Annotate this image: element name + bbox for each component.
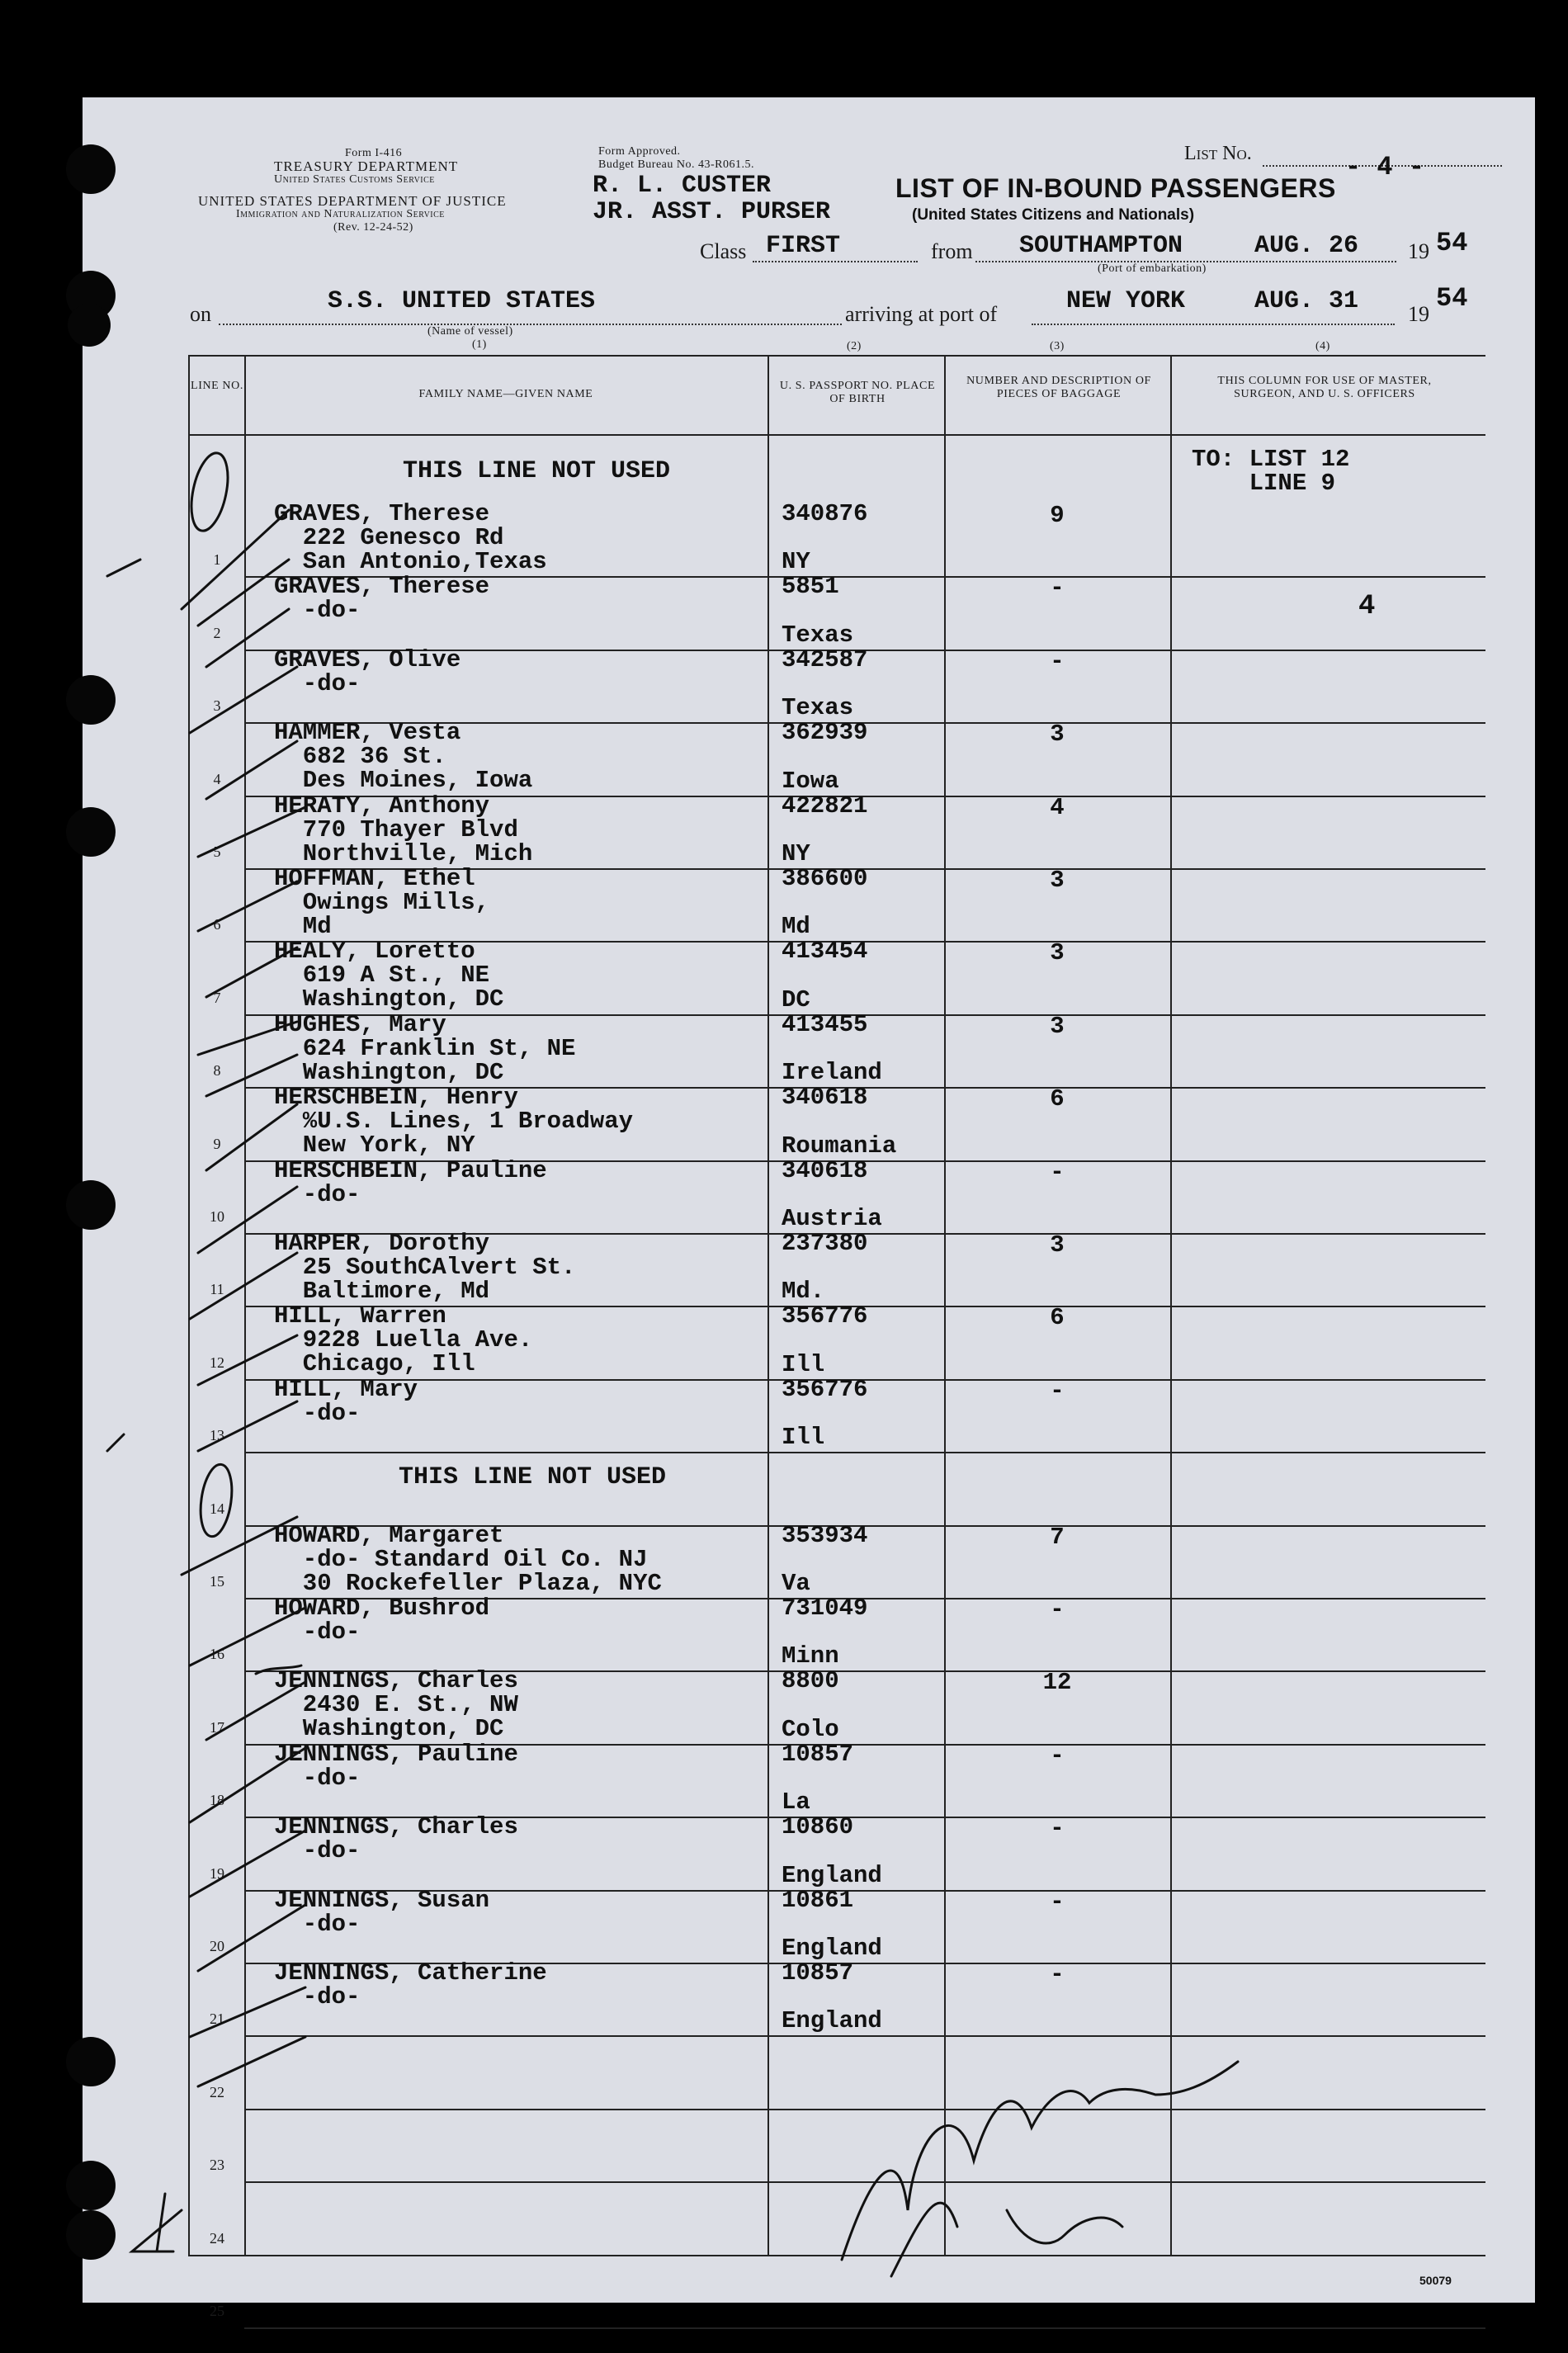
place-of-birth: Austria xyxy=(782,1205,882,1232)
place-of-birth: NY xyxy=(782,548,810,575)
budget-bureau-number: Budget Bureau No. 43-R061.5. xyxy=(598,158,754,171)
baggage-count: 3 xyxy=(1050,1231,1065,1259)
passenger-name-address: GRAVES, Therese 222 Genesco Rd San Antonio,Texas xyxy=(274,500,547,575)
embarkation-date: AUG. 26 xyxy=(1254,232,1359,260)
row-divider xyxy=(244,2035,1485,2037)
punch-hole xyxy=(66,2161,116,2210)
punch-hole xyxy=(66,807,116,857)
arrival-port: NEW YORK xyxy=(1066,287,1186,315)
passport-number: 340618 xyxy=(782,1157,868,1184)
officer-note: TO: LIST 12 LINE 9 xyxy=(1192,446,1350,497)
baggage-count: 3 xyxy=(1050,1013,1065,1040)
col-header-baggage: NUMBER AND DESCRIPTION OF PIECES OF BAGGAGE xyxy=(966,375,1151,400)
passenger-name-address: HOWARD, Bushrod -do- xyxy=(274,1595,490,1646)
arrival-date: AUG. 31 xyxy=(1254,287,1359,315)
passenger-name-address: HEALY, Loretto 619 A St., NE Washington, DC xyxy=(274,938,504,1013)
punch-hole xyxy=(66,2037,116,2086)
from-label: from xyxy=(931,239,973,263)
class-label: Class xyxy=(700,239,747,263)
passenger-name-address: HILL, Warren 9228 Luella Ave. Chicago, Ill xyxy=(274,1302,533,1377)
passport-number: 386600 xyxy=(782,865,868,892)
place-of-birth: NY xyxy=(782,840,810,867)
embarkation-year-prefix: 19 xyxy=(1408,239,1429,263)
place-of-birth: Md xyxy=(782,913,810,940)
row-divider xyxy=(244,2109,1485,2110)
class-value: FIRST xyxy=(766,232,841,260)
place-of-birth: Texas xyxy=(782,621,854,649)
port-of-embarkation: SOUTHAMPTON xyxy=(1019,232,1183,260)
baggage-count: - xyxy=(1050,1159,1065,1186)
baggage-count: 3 xyxy=(1050,939,1065,966)
form-approved: Form Approved. xyxy=(598,145,681,158)
passport-number: 5851 xyxy=(782,573,839,600)
passport-number: 413454 xyxy=(782,938,868,965)
vessel-name: S.S. UNITED STATES xyxy=(328,287,596,315)
immigration-service: Immigration and Naturalization Service xyxy=(236,208,445,220)
baggage-count: - xyxy=(1050,1377,1065,1405)
line-number: 18 xyxy=(210,1792,224,1808)
punch-hole xyxy=(66,2210,116,2260)
place-of-birth: Minn xyxy=(782,1642,839,1670)
list-no-label: List No. xyxy=(1184,143,1252,164)
passenger-name-address: HARPER, Dorothy 25 SouthCAlvert St. Baltimore, Md xyxy=(274,1230,576,1305)
place-of-birth: Ill xyxy=(782,1424,825,1451)
arriving-label: arriving at port of xyxy=(845,302,998,326)
col-number-4: (4) xyxy=(1315,340,1330,352)
baggage-count: - xyxy=(1050,1961,1065,1988)
line-number: 15 xyxy=(210,1573,224,1590)
baggage-count: - xyxy=(1050,1815,1065,1842)
baggage-count: 7 xyxy=(1050,1524,1065,1551)
passenger-name-address: HOWARD, Margaret -do- Standard Oil Co. NJ 30 Rockefeller Plaza, NYC xyxy=(274,1522,662,1597)
line-number: 13 xyxy=(210,1427,224,1443)
treasury-department: TREASURY DEPARTMENT xyxy=(274,158,459,174)
punch-hole xyxy=(66,144,116,194)
place-of-birth: Texas xyxy=(782,694,854,721)
on-label: on xyxy=(190,302,211,326)
port-embarkation-caption: (Port of embarkation) xyxy=(1098,262,1207,275)
form-revision: (Rev. 12-24-52) xyxy=(333,221,413,234)
passenger-name-address: JENNINGS, Pauline -do- xyxy=(274,1741,518,1792)
line-number: 3 xyxy=(213,697,221,714)
manifest-page xyxy=(83,97,1535,2319)
row-divider xyxy=(244,2255,1485,2256)
line-number: 5 xyxy=(213,843,221,860)
passport-number: 10860 xyxy=(782,1813,854,1840)
line-number: 19 xyxy=(210,1865,224,1882)
line-number: 21 xyxy=(210,2010,224,2027)
place-of-birth: Va xyxy=(782,1570,810,1597)
place-of-birth: Ireland xyxy=(782,1059,882,1086)
row-divider xyxy=(244,2181,1485,2183)
passenger-name-address: HUGHES, Mary 624 Franklin St, NE Washington, DC xyxy=(274,1011,576,1086)
baggage-count: - xyxy=(1050,1742,1065,1769)
passport-number: 356776 xyxy=(782,1302,868,1330)
line-number: 25 xyxy=(210,2303,224,2319)
embarkation-year: 54 xyxy=(1436,228,1468,258)
line-number: 14 xyxy=(210,1500,224,1517)
place-of-birth: Ill xyxy=(782,1351,825,1378)
passenger-name-address: JENNINGS, Charles 2430 E. St., NW Washington, DC xyxy=(274,1667,518,1742)
passport-number: 356776 xyxy=(782,1376,868,1403)
passenger-name-address: HERATY, Anthony 770 Thayer Blvd Northville, Mich xyxy=(274,792,533,867)
justice-department: UNITED STATES DEPARTMENT OF JUSTICE xyxy=(198,193,507,209)
line-number: 16 xyxy=(210,1646,224,1662)
col-header-line-no: LINE NO. xyxy=(191,380,243,392)
punch-hole xyxy=(66,1180,116,1230)
baggage-count: 3 xyxy=(1050,867,1065,894)
arrival-year: 54 xyxy=(1436,283,1468,314)
place-of-birth: England xyxy=(782,1935,882,1962)
row-divider xyxy=(244,1452,1485,1453)
passenger-name-address: JENNINGS, Susan -do- xyxy=(274,1887,490,1938)
place-of-birth: England xyxy=(782,2007,882,2034)
officer-name: R. L. CUSTER xyxy=(593,172,772,200)
passport-number: 362939 xyxy=(782,719,868,746)
baggage-count: 12 xyxy=(1042,1669,1072,1696)
vessel-caption: (Name of vessel) xyxy=(427,325,513,338)
column-caption-1: (1) xyxy=(472,338,487,351)
place-of-birth: Colo xyxy=(782,1716,839,1743)
line-number: 4 xyxy=(213,771,221,787)
list-no-value: - 4 - xyxy=(1345,152,1425,182)
passport-number: 342587 xyxy=(782,646,868,673)
col-header-passport: U. S. PASSPORT NO. PLACE OF BIRTH xyxy=(779,380,936,405)
line-number: 22 xyxy=(210,2084,224,2100)
baggage-count: - xyxy=(1050,1888,1065,1916)
baggage-count: - xyxy=(1050,648,1065,675)
unused-line-note-15: THIS LINE NOT USED xyxy=(399,1463,667,1491)
line-number: 20 xyxy=(210,1938,224,1954)
passport-number: 8800 xyxy=(782,1667,839,1694)
line-number: 24 xyxy=(210,2230,224,2247)
passenger-name-address: JENNINGS, Charles -do- xyxy=(274,1813,518,1864)
passport-number: 237380 xyxy=(782,1230,868,1257)
baggage-count: - xyxy=(1050,574,1065,602)
baggage-count: 9 xyxy=(1050,502,1065,529)
passenger-name-address: HOFFMAN, Ethel Owings Mills, Md xyxy=(274,865,490,940)
line-number: 1 xyxy=(213,551,221,568)
officer-title: JR. ASST. PURSER xyxy=(593,198,831,226)
col-number-2: (2) xyxy=(847,340,862,352)
passport-number: 340876 xyxy=(782,500,868,527)
passenger-name-address: HILL, Mary -do- xyxy=(274,1376,418,1427)
baggage-count: 4 xyxy=(1050,794,1065,821)
passport-number: 10861 xyxy=(782,1887,854,1914)
passport-number: 422821 xyxy=(782,792,868,820)
col-header-officers: THIS COLUMN FOR USE OF MASTER, SURGEON, AND U. S. OFFICERS xyxy=(1217,375,1432,400)
passenger-name-address: HAMMER, Vesta 682 36 St. Des Moines, Iowa xyxy=(274,719,533,794)
line-number: 17 xyxy=(210,1719,224,1736)
passenger-name-address: JENNINGS, Catherine -do- xyxy=(274,1959,547,2010)
document-subtitle: (United States Citizens and Nationals) xyxy=(912,206,1195,224)
line-number: 9 xyxy=(213,1136,221,1152)
passport-number: 10857 xyxy=(782,1741,854,1768)
baggage-count: 6 xyxy=(1050,1304,1065,1331)
line-number: 8 xyxy=(213,1062,221,1079)
line-number: 10 xyxy=(210,1208,224,1225)
place-of-birth: DC xyxy=(782,986,810,1013)
baggage-count: - xyxy=(1050,1596,1065,1623)
row-divider xyxy=(244,2327,1485,2329)
col-number-3: (3) xyxy=(1050,340,1065,352)
place-of-birth: England xyxy=(782,1862,882,1889)
line-number: 23 xyxy=(210,2157,224,2173)
place-of-birth: Md. xyxy=(782,1278,825,1305)
passenger-name-address: HERSCHBEIN, Henry %U.S. Lines, 1 Broadway New York, NY xyxy=(274,1084,634,1159)
baggage-count: 3 xyxy=(1050,721,1065,748)
unused-line-note: THIS LINE NOT USED xyxy=(403,457,671,485)
passport-number: 353934 xyxy=(782,1522,868,1549)
place-of-birth: Roumania xyxy=(782,1132,897,1160)
passport-number: 731049 xyxy=(782,1595,868,1622)
line-number: 7 xyxy=(213,990,221,1006)
line-number: 11 xyxy=(210,1281,224,1297)
line-number: 6 xyxy=(213,916,221,933)
customs-service: United States Customs Service xyxy=(274,173,435,186)
arrival-year-prefix: 19 xyxy=(1408,302,1429,326)
line-number: 12 xyxy=(210,1354,224,1371)
passport-number: 340618 xyxy=(782,1084,868,1111)
punch-hole xyxy=(66,675,116,725)
line-number: 2 xyxy=(213,625,221,641)
col-header-name: FAMILY NAME—GIVEN NAME xyxy=(418,388,593,400)
punch-hole xyxy=(68,304,111,347)
officer-mark: 4 xyxy=(1358,591,1376,622)
footer-code: 50079 xyxy=(1419,2274,1452,2287)
document-title: LIST OF IN-BOUND PASSENGERS xyxy=(895,173,1336,203)
place-of-birth: Iowa xyxy=(782,768,839,795)
passenger-name-address: HERSCHBEIN, Pauline -do- xyxy=(274,1157,547,1208)
place-of-birth: La xyxy=(782,1788,810,1816)
passport-number: 10857 xyxy=(782,1959,854,1987)
passport-number: 413455 xyxy=(782,1011,868,1038)
baggage-count: 6 xyxy=(1050,1085,1065,1113)
passenger-name-address: GRAVES, Therese -do- xyxy=(274,573,490,624)
form-number: Form I-416 xyxy=(345,147,403,159)
passenger-name-address: GRAVES, Olive -do- xyxy=(274,646,461,697)
